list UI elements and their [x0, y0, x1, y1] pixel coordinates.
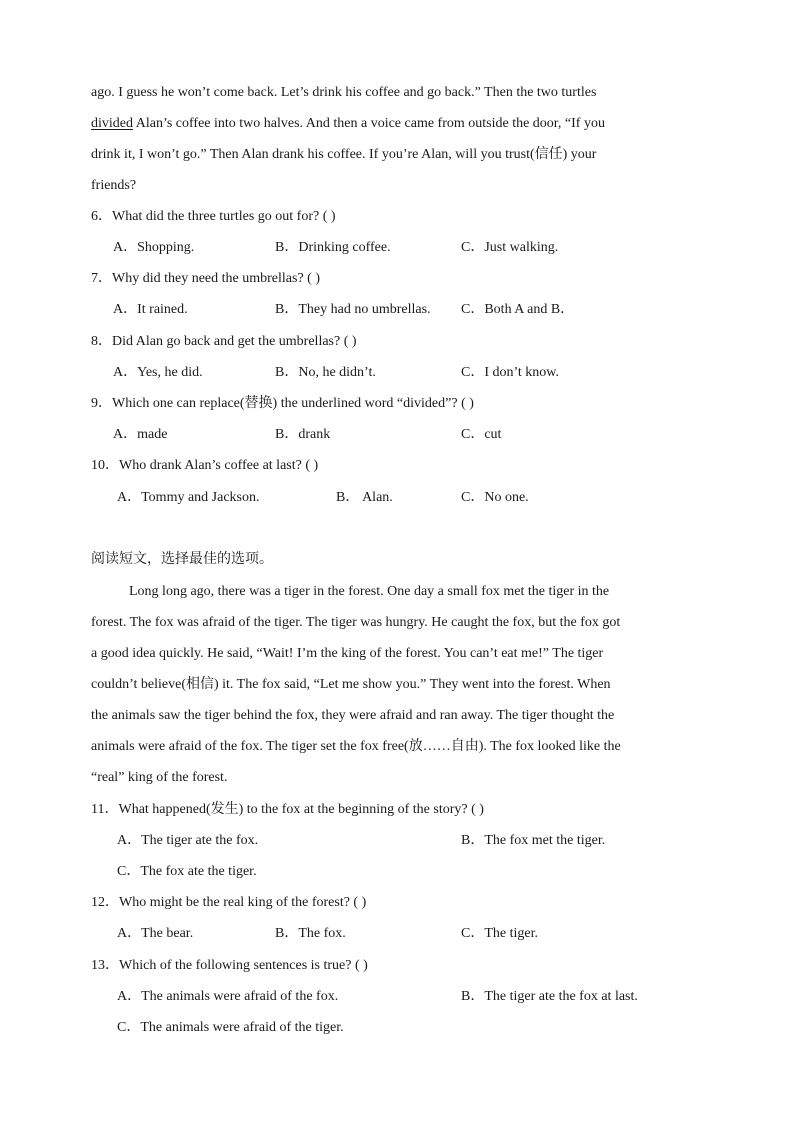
passage-2-line-2: forest. The fox was afraid of the tiger. The tiger was hungry. He caught the fox, but the fox got — [91, 615, 621, 630]
question-8-option-c: C．I don’t know. — [461, 365, 559, 380]
question-10: 10．Who drank Alan’s coffee at last? ( ) — [91, 458, 319, 473]
passage-1-line-1: ago. I guess he won’t come back. Let’s drink his coffee and go back.” Then the two turtles — [91, 85, 597, 100]
question-9-option-a: A．made — [113, 427, 168, 442]
question-10-option-a: A．Tommy and Jackson. — [117, 490, 260, 505]
passage-1-line-3: drink it, I won’t go.” Then Alan drank his coffee. If you’re Alan, will you trust(信任) your — [91, 147, 597, 162]
question-13: 13．Which of the following sentences is true? ( ) — [91, 958, 368, 973]
question-7-option-b: B．They had no umbrellas. — [275, 302, 431, 317]
question-13-option-b: B．The tiger ate the fox at last. — [461, 989, 638, 1004]
passage-2-line-3: a good idea quickly. He said, “Wait! I’m the king of the forest. You can’t eat me!” The tiger — [91, 646, 604, 661]
question-6-option-b: B．Drinking coffee. — [275, 240, 391, 255]
question-11: 11．What happened(发生) to the fox at the beginning of the story? ( ) — [91, 802, 484, 817]
underlined-word: divided — [91, 116, 133, 131]
passage-2-line-7: “real” king of the forest. — [91, 770, 228, 785]
section-heading: 阅读短文，选择最佳的选项。 — [91, 551, 273, 567]
question-13-option-c: C．The animals were afraid of the tiger. — [117, 1020, 344, 1035]
question-11-option-c: C．The fox ate the tiger. — [117, 864, 257, 879]
question-12: 12．Who might be the real king of the forest? ( ) — [91, 895, 367, 910]
passage-2-line-6: animals were afraid of the fox. The tiger set the fox free(放……自由). The fox looked like the — [91, 739, 621, 754]
question-7-option-c: C．Both A and B． — [461, 302, 575, 317]
passage-1-line-2-rest: Alan’s coffee into two halves. And then a voice came from outside the door, “If you — [133, 116, 605, 131]
question-10-option-c: C．No one. — [461, 490, 529, 505]
passage-1-line-4: friends? — [91, 178, 137, 193]
question-11-option-b: B．The fox met the tiger. — [461, 833, 606, 848]
question-8-option-b: B．No, he didn’t. — [275, 365, 376, 380]
question-9-option-b: B．drank — [275, 427, 331, 442]
question-12-option-a: A．The bear. — [117, 926, 194, 941]
question-12-option-b: B．The fox. — [275, 926, 346, 941]
question-6-option-a: A．Shopping. — [113, 240, 195, 255]
passage-2-line-1: Long long ago, there was a tiger in the forest. One day a small fox met the tiger in the — [129, 584, 610, 599]
passage-2-line-5: the animals saw the tiger behind the fox, they were afraid and ran away. The tiger thought the — [91, 708, 615, 723]
passage-2-line-4: couldn’t believe(相信) it. The fox said, “Let me show you.” They went into the forest. When — [91, 677, 611, 692]
question-10-option-b: B． Alan. — [336, 490, 393, 505]
question-9-option-c: C．cut — [461, 427, 502, 442]
passage-1-line-2 — [91, 108, 701, 139]
question-9: 9．Which one can replace(替换) the underlined word “divided”? ( ) — [91, 396, 474, 411]
passage-2 — [91, 576, 701, 793]
question-7-option-a: A．It rained. — [113, 302, 188, 317]
passage-1 — [91, 77, 701, 201]
question-8: 8．Did Alan go back and get the umbrellas? ( ) — [91, 334, 357, 349]
question-8-option-a: A．Yes, he did. — [113, 365, 203, 380]
question-11-option-a: A．The tiger ate the fox. — [117, 833, 259, 848]
question-6: 6．What did the three turtles go out for? ( ) — [91, 209, 336, 224]
question-12-option-c: C．The tiger. — [461, 926, 538, 941]
question-7: 7．Why did they need the umbrellas? ( ) — [91, 271, 320, 286]
question-13-option-a: A．The animals were afraid of the fox. — [117, 989, 339, 1004]
question-6-option-c: C．Just walking. — [461, 240, 559, 255]
